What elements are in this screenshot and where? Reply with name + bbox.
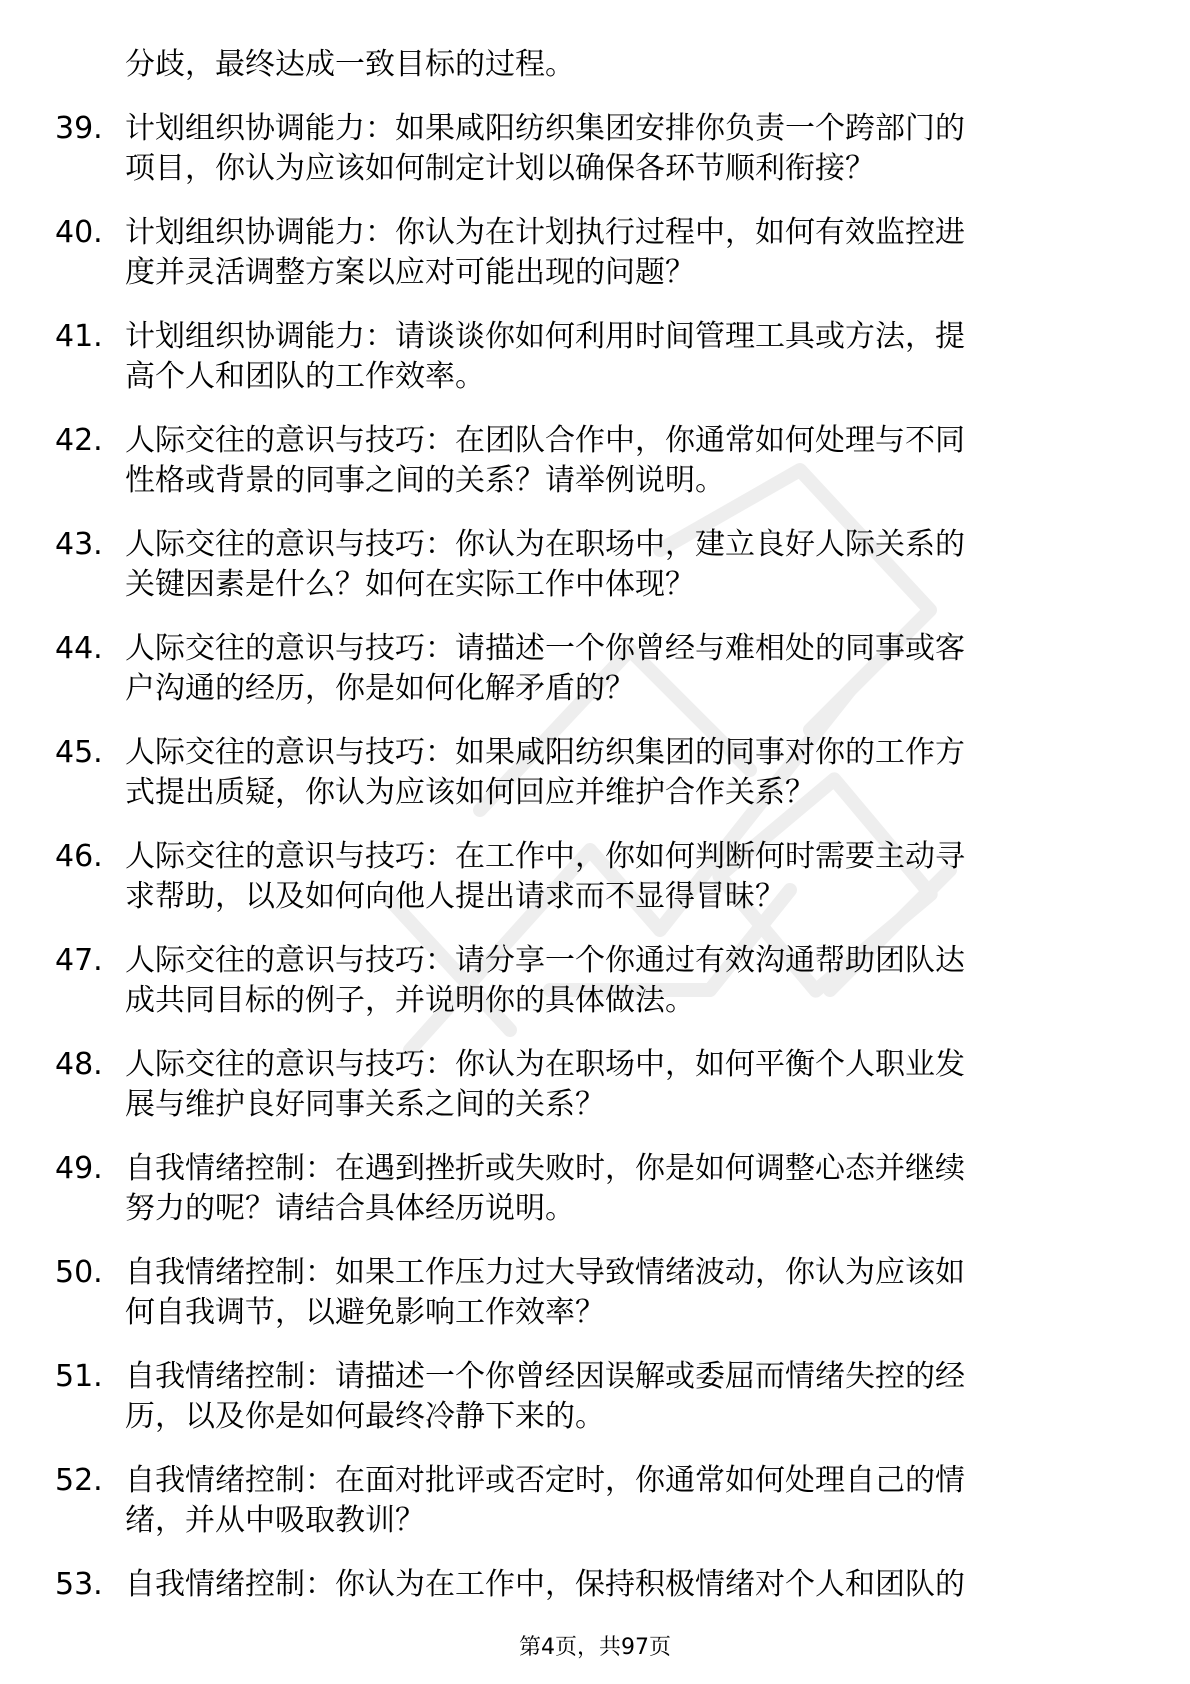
- item-text: [125, 1253, 1130, 1333]
- item-text-line: 人际交往的意识与技巧：在团队合作中，你通常如何处理与不同: [125, 423, 965, 458]
- item-number: 49.: [55, 1151, 103, 1186]
- item-text-line: 计划组织协调能力：如果咸阳纺织集团安排你负责一个跨部门的: [125, 111, 965, 146]
- item-text: [125, 317, 1130, 397]
- item-number: 52.: [55, 1463, 103, 1498]
- item-text-line: 自我情绪控制：请描述一个你曾经因误解或委屈而情绪失控的经: [125, 1359, 965, 1394]
- item-text-line: 自我情绪控制：你认为在工作中，保持积极情绪对个人和团队的: [125, 1567, 965, 1602]
- item-text-line: 计划组织协调能力：请谈谈你如何利用时间管理工具或方法，提: [125, 319, 965, 354]
- item-text-line: 展与维护良好同事关系之间的关系？: [125, 1087, 605, 1122]
- item-text-line: 努力的呢？请结合具体经历说明。: [125, 1191, 575, 1226]
- item-text: [125, 109, 1130, 189]
- item-number: 42.: [55, 423, 103, 458]
- list-item: [55, 317, 1130, 397]
- item-text-line: 关键因素是什么？如何在实际工作中体现？: [125, 567, 695, 602]
- item-text-line: 何自我调节，以避免影响工作效率？: [125, 1295, 605, 1330]
- item-text: [125, 525, 1130, 605]
- item-text: [125, 421, 1130, 501]
- item-text: [125, 1149, 1130, 1229]
- item-number: 51.: [55, 1359, 103, 1394]
- item-text: [125, 1357, 1130, 1437]
- item-text-line: 计划组织协调能力：你认为在计划执行过程中，如何有效监控进: [125, 215, 965, 250]
- item-text: [125, 629, 1130, 709]
- item-number: 45.: [55, 735, 103, 770]
- list-item: [55, 629, 1130, 709]
- item-text-line: 自我情绪控制：如果工作压力过大导致情绪波动，你认为应该如: [125, 1255, 965, 1290]
- item-text: [125, 733, 1130, 813]
- list-item: [55, 1045, 1130, 1125]
- item-number: 40.: [55, 215, 103, 250]
- list-item: [55, 837, 1130, 917]
- item-text: [125, 1045, 1130, 1125]
- item-text: [125, 213, 1130, 293]
- item-number: 48.: [55, 1047, 103, 1082]
- list-item: [55, 1253, 1130, 1333]
- item-text-line: 历，以及你是如何最终冷静下来的。: [125, 1399, 605, 1434]
- item-text-line: 户沟通的经历，你是如何化解矛盾的？: [125, 671, 635, 706]
- item-number: 43.: [55, 527, 103, 562]
- item-text-line: 求帮助，以及如何向他人提出请求而不显得冒昧？: [125, 879, 785, 914]
- list-item: [55, 421, 1130, 501]
- item-text-line: 性格或背景的同事之间的关系？请举例说明。: [125, 463, 725, 498]
- item-number: 44.: [55, 631, 103, 666]
- item-text-line: 人际交往的意识与技巧：你认为在职场中，建立良好人际关系的: [125, 527, 965, 562]
- item-number: 47.: [55, 943, 103, 978]
- list-item: [55, 1149, 1130, 1229]
- item-text-line: 高个人和团队的工作效率。: [125, 359, 485, 394]
- item-text-line: 自我情绪控制：在面对批评或否定时，你通常如何处理自己的情: [125, 1463, 965, 1498]
- item-number: 46.: [55, 839, 103, 874]
- item-text: [125, 1461, 1130, 1541]
- item-text-line: 成共同目标的例子，并说明你的具体做法。: [125, 983, 695, 1018]
- list-item: [55, 1461, 1130, 1541]
- list-item: [55, 213, 1130, 293]
- item-text-line: 人际交往的意识与技巧：你认为在职场中，如何平衡个人职业发: [125, 1047, 965, 1082]
- item-text-line: 人际交往的意识与技巧：在工作中，你如何判断何时需要主动寻: [125, 839, 965, 874]
- item-text: [125, 1565, 1130, 1605]
- list-item: [55, 109, 1130, 189]
- item-number: 50.: [55, 1255, 103, 1290]
- question-list: [55, 45, 1130, 1605]
- list-item: [55, 1357, 1130, 1437]
- list-item: [55, 1565, 1130, 1605]
- item-text-line: 绪，并从中吸取教训？: [125, 1503, 425, 1538]
- page-footer: 第4页，共97页: [519, 1635, 671, 1660]
- item-text-line: 项目，你认为应该如何制定计划以确保各环节顺利衔接？: [125, 151, 875, 186]
- item-number: 41.: [55, 319, 103, 354]
- item-text-line: 人际交往的意识与技巧：请分享一个你通过有效沟通帮助团队达: [125, 943, 965, 978]
- item-text: [125, 941, 1130, 1021]
- items-container: [55, 109, 1130, 1605]
- item-text-line: 自我情绪控制：在遇到挫折或失败时，你是如何调整心态并继续: [125, 1151, 965, 1186]
- continuation-line: 分歧，最终达成一致目标的过程。: [125, 47, 575, 82]
- item-text: [125, 837, 1130, 917]
- item-text-line: 人际交往的意识与技巧：请描述一个你曾经与难相处的同事或客: [125, 631, 965, 666]
- item-number: 39.: [55, 111, 103, 146]
- list-item: [55, 941, 1130, 1021]
- item-text-line: 人际交往的意识与技巧：如果咸阳纺织集团的同事对你的工作方: [125, 735, 965, 770]
- item-text-line: 度并灵活调整方案以应对可能出现的问题？: [125, 255, 695, 290]
- item-number: 53.: [55, 1567, 103, 1602]
- list-item: [55, 525, 1130, 605]
- list-item: [55, 733, 1130, 813]
- item-text-line: 式提出质疑，你认为应该如何回应并维护合作关系？: [125, 775, 815, 810]
